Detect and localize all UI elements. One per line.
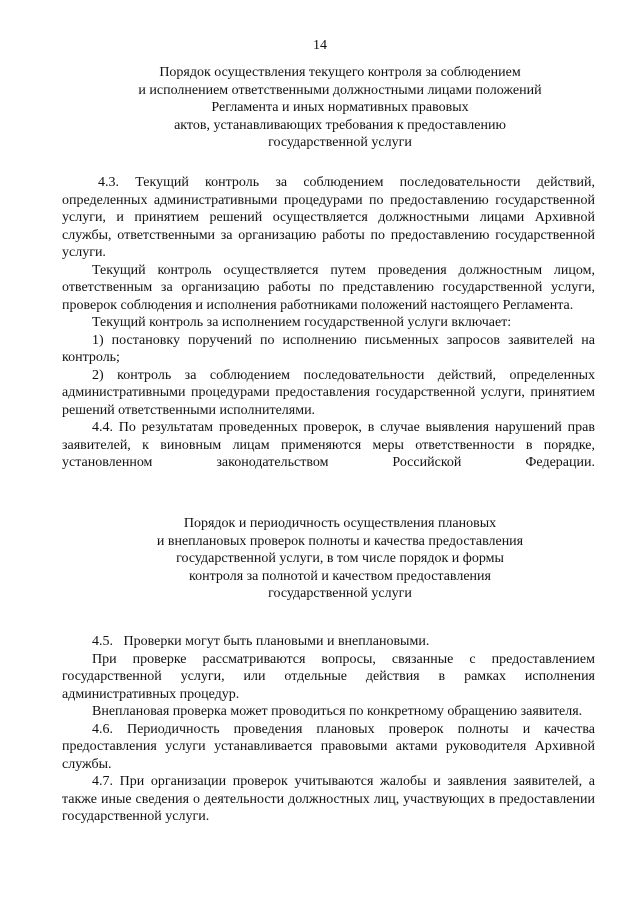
heading-line: Порядок и периодичность осуществления плановых: [183, 516, 497, 531]
paragraph-list-item-2: 2) контроль за соблюдением последовательности действий, определенных административными процедурами предоставления государственной услуги, принятием решений ответственными исполнителями.: [62, 367, 595, 418]
heading-line: и исполнением ответственными должностными лицами положений: [138, 82, 542, 98]
paragraph: При проверке рассматриваются вопросы, связанные с предоставлением государственной услуги, или отдельные действия в рамках исполнения административных процедур.: [62, 651, 595, 702]
paragraph-4-7: 4.7. При организации проверок учитываются жалобы и заявления заявителей, а также иные сведения о деятельности должностных лиц, участвующих в предоставлении государственной услуги.: [62, 774, 595, 824]
heading-line: актов, устанавливающих требования к предоставлению: [174, 117, 506, 133]
heading-line: государственной услуги, в том числе порядок и формы: [176, 551, 504, 566]
section-heading-inspections: [70, 515, 610, 603]
heading-line: Регламента и иных нормативных правовых: [211, 100, 469, 115]
paragraph-4-3: 4.3. Текущий контроль за соблюдением последовательности действий, определенных административными процедурами по предоставлению государственной услуги, и принятием решений осуществляется должностными лицами Архивной службы, ответственными за организацию работы по предоставлению государственной услуги.: [62, 175, 595, 260]
section-heading-current-control: [70, 64, 610, 152]
heading-line: государственной услуги: [268, 135, 412, 150]
section-body-inspections: [62, 633, 595, 826]
paragraph: Внеплановая проверка может проводиться по конкретному обращению заявителя.: [92, 704, 583, 719]
paragraph-4-5: 4.5. Проверки могут быть плановыми и внеплановыми.: [92, 634, 430, 649]
heading-line: Порядок осуществления текущего контроля за соблюдением: [159, 65, 521, 80]
section-body-current-control: [62, 174, 595, 472]
paragraph-4-6: 4.6. Периодичность проведения плановых проверок полноты и качества предоставления услуги устанавливается правовыми актами руководителя Архивной службы.: [62, 721, 595, 772]
paragraph: Текущий контроль за исполнением государственной услуги включает:: [92, 315, 512, 330]
paragraph-list-item-1: 1) постановку поручений по исполнению письменных запросов заявителей на контроль;: [62, 332, 595, 365]
paragraph: Текущий контроль осуществляется путем проведения должностным лицом, ответственным за организацию работы по представлению государственной услуги, проверок соблюдения и исполнения работниками положений настоящего Регламента.: [62, 262, 595, 313]
heading-line: контроля за полнотой и качеством предоставления: [189, 568, 491, 584]
paragraph-4-4: 4.4. По результатам проведенных проверок, в случае выявления нарушений прав заявителей, к виновным лицам применяются меры ответственности в порядке, установленном законодательством Российской Федерации.: [62, 420, 595, 470]
heading-line: и внеплановых проверок полноты и качества предоставления: [156, 533, 524, 549]
page-number: 14: [313, 38, 327, 53]
heading-line: государственной услуги: [268, 586, 412, 601]
